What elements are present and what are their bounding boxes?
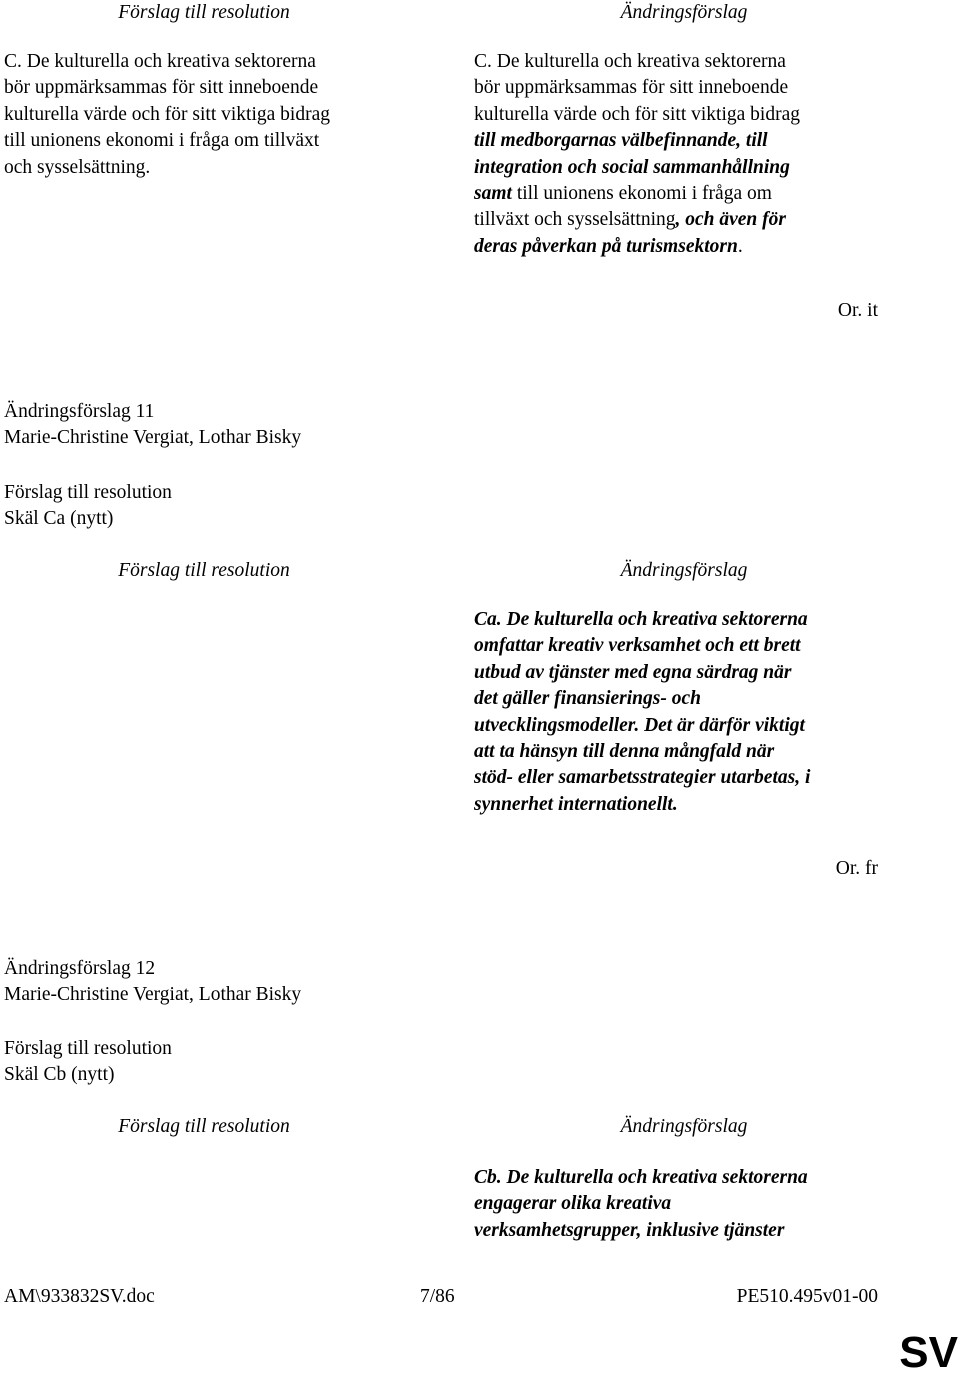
amendment-11-text: Ca. De kulturella och kreativa sektorerna omfattar kreativ verksamhet och ett brett utbud av tjänster med egna särdrag när det gäller finansierings- och utvecklingsmodeller. Det är därför viktigt att ta hänsyn till denna mångfald när stöd- eller samarbetsstrategier utarbetas, i synnerhet internationellt. bbox=[474, 609, 811, 815]
amendment-12-recital: Skäl Cb (nytt) bbox=[4, 1064, 115, 1085]
amendment-12-document: Förslag till resolution bbox=[4, 1038, 172, 1059]
amendment-11-title: Ändringsförslag 11 bbox=[4, 401, 155, 422]
amendment-12-text: Cb. De kulturella och kreativa sektorerna engagerar olika kreativa verksamhetsgrupper, inklusive tjänster bbox=[474, 1167, 808, 1241]
footer-pe-reference: PE510.495v01-00 bbox=[736, 1286, 878, 1307]
amendment-11-right-header: Ändringsförslag bbox=[620, 560, 748, 581]
footer-language-code: SV bbox=[899, 1328, 958, 1377]
amendment-12-title: Ändringsförslag 12 bbox=[4, 958, 156, 979]
footer-page-number: 7/86 bbox=[420, 1286, 455, 1307]
right-column-header: Ändringsförslag bbox=[620, 2, 748, 23]
footer-doc-reference: AM\933832SV.doc bbox=[4, 1286, 155, 1307]
original-language-note: Or. it bbox=[837, 300, 878, 321]
amendment-11-left-header: Förslag till resolution bbox=[118, 560, 290, 581]
amendment-11-authors: Marie-Christine Vergiat, Lothar Bisky bbox=[4, 427, 302, 448]
amendment-12-right-header: Ändringsförslag bbox=[620, 1116, 748, 1137]
amended-text-recital-c: C. De kulturella och kreativa sektorerna bör uppmärksammas för sitt inneboende kulturella värde och för sitt viktiga bidrag till medborgarnas välbefinnande, till integration och social sammanhållning samt till unionens ekonomi i fråga om tillväxt och sysselsättning, och även för deras påverkan på turismsektorn. bbox=[474, 51, 800, 257]
amendment-12-authors: Marie-Christine Vergiat, Lothar Bisky bbox=[4, 984, 302, 1005]
left-column-header: Förslag till resolution bbox=[118, 2, 290, 23]
original-text-recital-c: C. De kulturella och kreativa sektorerna bör uppmärksammas för sitt inneboende kulturella värde och för sitt viktiga bidrag till unionens ekonomi i fråga om tillväxt och sysselsättning. bbox=[4, 51, 330, 178]
amendment-11-document: Förslag till resolution bbox=[4, 482, 172, 503]
amendment-11-recital: Skäl Ca (nytt) bbox=[4, 508, 114, 529]
amendment-12-left-header: Förslag till resolution bbox=[118, 1116, 290, 1137]
amendment-11-original-language: Or. fr bbox=[835, 858, 878, 879]
